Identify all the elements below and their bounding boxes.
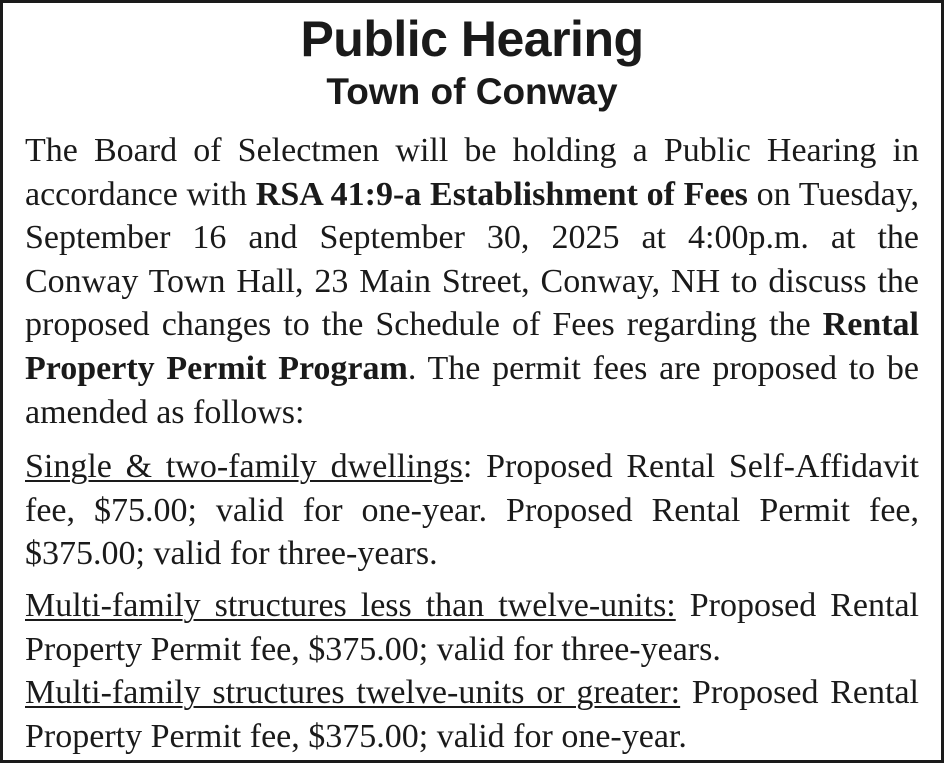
fee-item-separator [676,587,690,624]
intro-text-1: The Board of Selectmen will be holding a Public Hearing in accordance with [25,132,919,213]
fee-item-multi-family-twelve-or-greater [25,671,919,758]
fee-item-separator: : [462,448,487,485]
program-name: Rental Property Permit Program [25,306,919,387]
fee-item-text: Proposed Rental Property Permit fee, $375.00; valid for one-year. [25,674,920,755]
fee-item-label: Multi-family structures twelve-units or greater: [25,674,681,711]
fee-item-multi-family-less-than-twelve [25,584,919,671]
fee-item-separator [680,674,692,711]
fee-item-label: Single & two-family dwellings [25,448,463,485]
intro-text-3: . The permit fees are proposed to be amended as follows: [25,349,920,431]
intro-paragraph [25,129,919,434]
fee-item-text: Proposed Rental Self-Affidavit fee, $75.00; valid for one-year. Proposed Rental Permit fee, $375.00; valid for three-years. [25,448,919,573]
intro-text-2: on Tuesday, September 16 and September 30, 2025 at 4:00p.m. at the Conway Town Hall, 23 Main Street, Conway, NH to discuss the proposed changes to the Schedule of Fees regarding the [25,175,919,344]
fee-item-single-two-family [25,445,919,576]
notice-title: Public Hearing [300,11,644,67]
fee-item-label: Multi-family structures less than twelve-units: [25,587,676,624]
notice-subtitle: Town of Conway [326,71,618,112]
rsa-reference: RSA 41:9-a Establishment of Fees [255,175,748,213]
fee-item-text: Proposed Rental Property Permit fee, $375.00; valid for three-years. [25,587,919,668]
